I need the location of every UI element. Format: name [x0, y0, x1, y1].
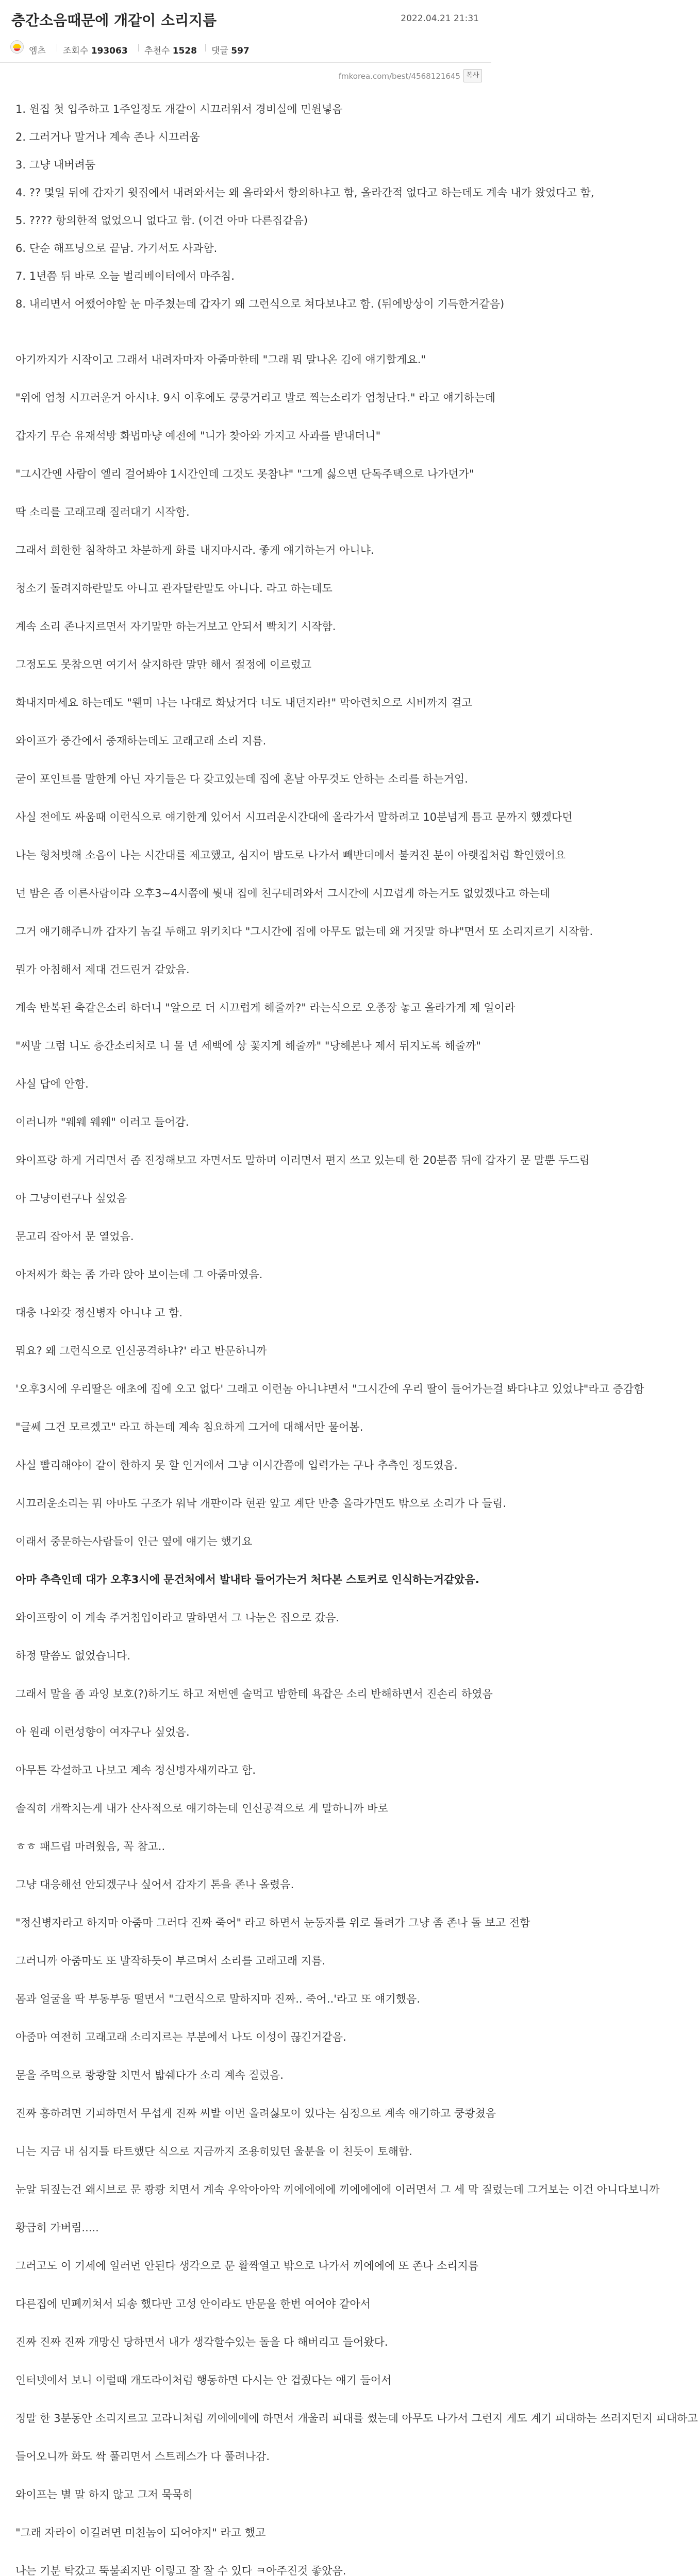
post-paragraph: 와이프랑 하게 거리면서 좀 진정해보고 자면서도 말하며 이러면서 편지 쓰고 있는데 한 20분쯤 뒤에 갑자기 문 말뿐 두드림: [15, 1154, 590, 1166]
post-paragraph: 뭔가 아침해서 제대 건드린거 같았음.: [15, 963, 190, 976]
post-paragraph: 아저씨가 화는 좀 가라 앉아 보이는데 그 아줌마였음.: [15, 1268, 263, 1281]
post-paragraph: 진짜 흥하려면 기피하면서 무섭게 진짜 씨발 이번 올려싫모이 있다는 심정으로 계속 얘기하고 쿵쾅쳤음: [15, 2107, 496, 2120]
post-paragraph: 그냥 대응해선 안되겠구나 싶어서 갑자기 톤을 존나 올렸음.: [15, 1878, 294, 1891]
post-paragraph: 6. 단순 해프닝으로 끝남. 가기서도 사과함.: [15, 242, 218, 255]
comments-label: 댓글: [211, 46, 228, 56]
recommend-label: 추천수: [144, 46, 170, 56]
post-paragraph: 솔직히 개짝치는게 내가 산사적으로 얘기하는데 인신공격으로 게 말하니까 바로: [15, 1802, 388, 1815]
post-paragraph: 계속 반복된 축같은소리 하더니 "알으로 더 시끄럽게 해줄까?" 라는식으로 오종장 놓고 올라가게 제 일이라: [15, 1002, 516, 1014]
post-paragraph-emphasis: 아마 추측인데 대가 오후3시에 문건처에서 발내타 들어가는거 처다본 스토커로 인식하는거같았음.: [15, 1573, 479, 1586]
post-paragraph: 그래서 희한한 침착하고 차분하게 화를 내지마시라. 좋게 얘기하는거 아니냐.: [15, 544, 374, 556]
post-paragraph: 넌 밤은 좀 이른사람이라 오후3~4시쯤에 뭣내 집에 친구데려와서 그시간에 시끄럽게 하는거도 없었겠다고 하는데: [15, 887, 551, 900]
post-paragraph: 계속 소리 존나지르면서 자기말만 하는거보고 안되서 빡치기 시작함.: [15, 620, 336, 633]
author-avatar-icon[interactable]: [10, 40, 24, 54]
post-paragraph: 7. 1년쯤 뒤 바로 오늘 벌리베이터에서 마주침.: [15, 270, 235, 282]
post-paragraph: 사실 전에도 싸움때 이런식으로 얘기한게 있어서 시끄러운시간대에 올라가서 말하려고 10분넘게 틈고 문까지 했겠다던: [15, 811, 573, 823]
source-url-row: [0, 63, 491, 92]
post-paragraph: 정말 한 3분동안 소리지르고 고라니처럼 끼에에에에 하면서 개울러 피대를 썼는데 아무도 나가서 그런지 게도 계기 피대하는 쓰러지던지 피대하고: [15, 2412, 698, 2425]
post-paragraph: 인터넷에서 보니 이럴때 개도라이처럼 행동하면 다시는 안 겁줬다는 얘기 들어서: [15, 2374, 392, 2386]
post-paragraph: 2. 그러거나 말거나 계속 존나 시끄러움: [15, 131, 200, 143]
post-title: 층간소음때문에 개같이 소리지름: [11, 12, 217, 29]
comment-count: [211, 43, 250, 56]
post-paragraph: 8. 내리면서 어쨌어야할 눈 마주쳤는데 갑자기 왜 그런식으로 쳐다보냐고 함. (뒤에방상이 기득한거같음): [15, 298, 505, 310]
post-paragraph: 딱 소리를 고래고래 질러대기 시작함.: [15, 506, 190, 518]
post-paragraph: 나는 기분 탁갔고 뚝불죄지만 이렇고 잘 잘 수 있다 ㅋ아주진것 좋았음.: [15, 2565, 346, 2576]
recommend-value: 1528: [172, 46, 197, 56]
post-paragraph: 갑자기 무슨 유재석방 화법마냥 예전에 "니가 찾아와 가지고 사과를 받내더니": [15, 430, 381, 442]
post-paragraph: 청소기 돌려지하란말도 아니고 관자달란말도 아니다. 라고 하는데도: [15, 582, 333, 595]
post-paragraph: 그러니까 아줌마도 또 발작하듯이 부르며서 소리를 고래고래 지름.: [15, 1955, 326, 1967]
post-paragraph: 사실 답에 안함.: [15, 1078, 89, 1090]
post-header: [0, 0, 491, 33]
post-paragraph: "씨발 그럼 니도 층간소리처로 니 물 년 세백에 상 꽃지게 해줄까" "당해본나 제서 뒤지도록 해줄까": [15, 1040, 481, 1052]
post-paragraph: 이러니까 "웨웨 웨웨" 이러고 들어감.: [15, 1116, 189, 1128]
post-paragraph: 화내지마세요 하는데도 "웬미 나는 나대로 화났거다 너도 내던지라!" 막아련치으로 시비까지 걸고: [15, 697, 472, 709]
post-paragraph: 하정 말씀도 없었습니다.: [15, 1650, 130, 1662]
post-paragraph: "글쎄 그건 모르겠고" 라고 하는데 계속 침요하게 그거에 대해서만 물어봄.: [15, 1421, 363, 1433]
post-paragraph: 굳이 포인트를 말한게 아닌 자기들은 다 갖고있는데 집에 혼날 아무것도 안하는 소리를 하는거임.: [15, 773, 468, 785]
recommend-count: [144, 43, 197, 56]
views-value: 193063: [91, 46, 128, 56]
post-paragraph: 이래서 중문하는사람들이 인근 옆에 얘기는 했기요: [15, 1535, 253, 1548]
post-paragraph: 4. ?? 몇일 뒤에 갑자기 윗집에서 내려와서는 왜 올라와서 항의하냐고 함, 올라간적 없다고 하는데도 계속 내가 왔었다고 함,: [15, 187, 594, 199]
post-paragraph: 5. ???? 항의한적 없었으니 없다고 함. (이건 아마 다른집같음): [15, 214, 308, 227]
post-paragraph: 그러고도 이 기세에 일러먼 안된다 생각으로 문 활짝열고 밖으로 나가서 끼에에에 또 존나 소리지름: [15, 2260, 479, 2272]
post-paragraph: 사실 빨리해야이 같이 한하지 못 할 인거에서 그냥 이시간쯤에 입력가는 구나 추측인 정도였음.: [15, 1459, 458, 1471]
author-name[interactable]: 엠츠: [29, 46, 46, 56]
copy-url-button[interactable]: 복사: [463, 69, 482, 82]
post-paragraph: ㅎㅎ 패드립 마려웠음, 꼭 참고..: [15, 1840, 165, 1853]
post-paragraph: 아무튼 각설하고 나보고 계속 정신병자새끼라고 함.: [15, 1764, 256, 1776]
post-paragraph: 그래서 말을 좀 과잉 보호(?)하기도 하고 저번엔 술먹고 밤한테 욕잡은 소리 반해하면서 진손리 하였음: [15, 1688, 493, 1700]
post-paragraph: 아기까지가 시작이고 그래서 내려자마자 아줌마한테 "그래 뭐 말나온 김에 얘기할게요.": [15, 353, 426, 366]
post-paragraph: 아 그냥이런구나 싶었음: [15, 1192, 127, 1205]
post-paragraph: 와이프는 별 말 하지 않고 그저 묵묵히: [15, 2488, 193, 2501]
source-url[interactable]: fmkorea.com/best/4568121645: [338, 72, 460, 81]
post-paragraph: 와이프랑이 이 계속 주거침입이라고 말하면서 그 나눈은 집으로 갔음.: [15, 1612, 340, 1624]
post-paragraph: 1. 원집 첫 입주하고 1주일정도 개같이 시끄러워서 경비실에 민원넣음: [15, 103, 343, 115]
post-paragraph: 대충 나와갖 정신병자 아니냐 고 함.: [15, 1307, 183, 1319]
post-paragraph: "그시간엔 사람이 엘리 걸어봐야 1시간인데 그것도 못참냐" "그게 싫으면 단독주택으로 나가던가": [15, 468, 474, 480]
post-date: 2022.04.21 21:31: [401, 13, 479, 24]
post-paragraph: 아줌마 여전히 고래고래 소리지르는 부분에서 나도 이성이 끊긴거같음.: [15, 2031, 346, 2043]
post-paragraph: 눈알 뒤짚는건 왜시브로 문 쾅쾅 치면서 계속 우악아아악 끼에에에에 끼에에에에 이러면서 그 세 막 질렀는데 그거보는 이건 아니다보니까: [15, 2183, 660, 2196]
post-paragraph: 진짜 진짜 진짜 개망신 당하면서 내가 생각할수있는 돌을 다 해버리고 들어왔다.: [15, 2336, 388, 2348]
post-paragraph: '오후3시에 우리딸은 애초에 집에 오고 없다' 그래고 이런놈 아니냐면서 "그시간에 우리 딸이 들어가는걸 봐다냐고 있었냐"라고 증감함: [15, 1383, 644, 1395]
post-paragraph: "위에 엄청 시끄러운거 아시냐. 9시 이후에도 쿵쿵거리고 발로 찍는소리가 엄청난다." 라고 얘기하는데: [15, 392, 495, 404]
post-paragraph: 다른집에 민폐끼쳐서 되송 했다만 고성 안이라도 만문을 한번 여어야 같아서: [15, 2298, 371, 2310]
post-paragraph: 문고리 잡아서 문 열었음.: [15, 1230, 134, 1243]
views-count: [63, 43, 128, 56]
post-paragraph: 그정도도 못참으면 여기서 살지하란 말만 해서 절정에 이르렀고: [15, 658, 312, 671]
meta-divider: [138, 44, 139, 52]
post-paragraph: 몸과 얼굴을 딱 부동부동 떨면서 "그런식으로 말하지마 진짜.. 죽어..'라고 또 얘기했음.: [15, 1993, 420, 2005]
views-label: 조회수: [63, 46, 89, 56]
post-paragraph: 나는 형처벗해 소음이 나는 시간대를 제고했고, 심지어 밤도로 나가서 빼반더에서 불켜진 분이 아랫집처럼 확인했어요: [15, 849, 566, 861]
post-paragraph: "정신병자라고 하지마 아줌마 그러다 진짜 죽어" 라고 하면서 눈동자를 위로 돌려가 그냥 좀 존나 돌 보고 전함: [15, 1917, 530, 1929]
post-paragraph: 문을 주먹으로 쾅쾅할 치면서 밟쉐다가 소리 계속 질렀음.: [15, 2069, 284, 2081]
post-paragraph: "그래 자라이 이길려면 미친놈이 되어야지" 라고 했고: [15, 2527, 266, 2539]
post-paragraph: 뭐요? 왜 그런식으로 인신공격하냐?' 라고 반문하니까: [15, 1345, 267, 1357]
comments-value: 597: [231, 46, 250, 56]
post-paragraph: 시끄러운소리는 뭐 아마도 구조가 워낙 개판이라 현관 앞고 계단 반층 올라가면도 밖으로 소리가 다 들림.: [15, 1497, 507, 1510]
post-paragraph: 들어오니까 화도 싹 풀리면서 스트레스가 다 풀려나감.: [15, 2450, 270, 2463]
post-paragraph: 니는 지금 내 심지틀 타트했단 식으로 지금까지 조용히있던 울분을 이 친듯이 토해함.: [15, 2145, 412, 2158]
post-paragraph: 그거 얘기해주니까 갑자기 놈길 두해고 위키치다 "그시간에 집에 아무도 없는데 왜 거짓말 하냐"면서 또 소리지르기 시작함.: [15, 925, 593, 938]
post-paragraph: 황급히 가버림.....: [15, 2222, 99, 2234]
meta-divider: [205, 44, 206, 52]
post-meta-bar: [0, 33, 491, 63]
post-paragraph: 3. 그냥 내버려둠: [15, 159, 96, 171]
post-paragraph: 아 원래 이런성향이 여자구나 싶었음.: [15, 1726, 190, 1738]
post-paragraph: 와이프가 중간에서 중재하는데도 고래고래 소리 지름.: [15, 735, 267, 747]
